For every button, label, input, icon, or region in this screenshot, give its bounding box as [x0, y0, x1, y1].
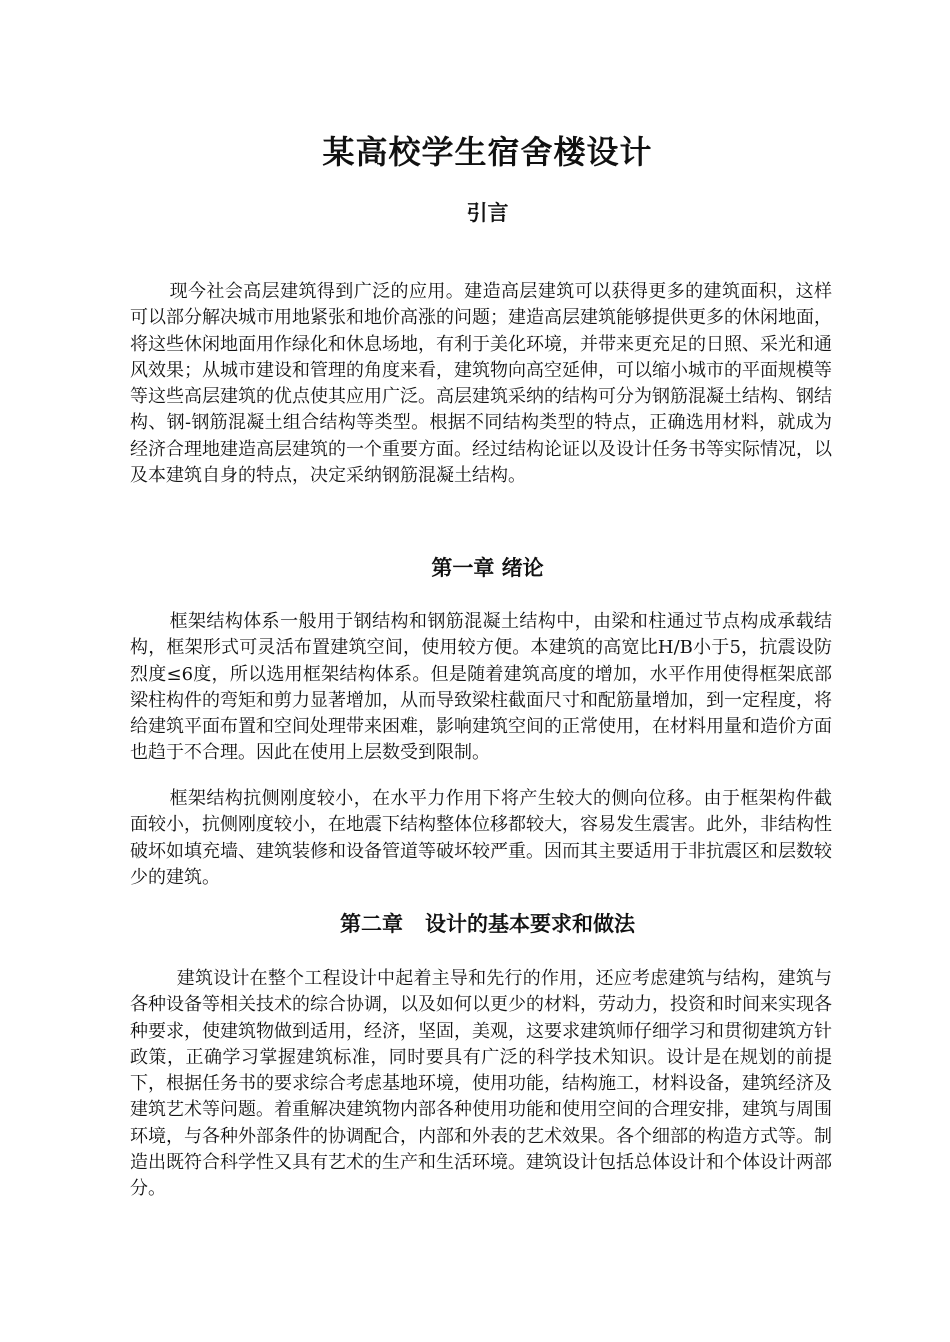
document-title: 某高校学生宿舍楼设计 — [322, 133, 653, 171]
chapter1-paragraph-1: 框架结构体系一般用于钢结构和钢筋混凝土结构中，由梁和柱通过节点构成承载结构，框架形式可灵活布置建筑空间，使用较方便。本建筑的高宽比H/B小于5，抗震设防烈度≤6度，所以选用框架结构体系。但是随着建筑高度的增加，水平作用使得框架底部梁柱构件的弯矩和剪力显著增加，从而导致梁柱截面尺寸和配筋量增加，到一定程度，将给建筑平面布置和空间处理带来困难，影响建筑空间的正常使用，在材料用量和造价方面也趋于不合理。因此在使用上层数受到限制。 — [130, 611, 832, 764]
intro-heading: 引言 — [466, 201, 509, 225]
intro-paragraph: 现今社会高层建筑得到广泛的应用。建造高层建筑可以获得更多的建筑面积，这样可以部分解决城市用地紧张和地价高涨的问题；建造高层建筑能够提供更多的休闲地面，将这些休闲地面用作绿化和休息场地，有利于美化环境，并带来更充足的日照、采光和通风效果；从城市建设和管理的角度来看，建筑物向高空延伸，可以缩小城市的平面规模等等这些高层建筑的优点使其应用广泛。高层建筑采纳的结构可分为钢筋混凝土结构、钢结构、钢-钢筋混凝土组合结构等类型。根据不同结构类型的特点，正确选用材料，就成为经济合理地建造高层建筑的一个重要方面。经过结构论证以及设计任务书等实际情况，以及本建筑自身的特点，决定采纳钢筋混凝土结构。 — [130, 281, 832, 487]
chapter1-paragraph-2: 框架结构抗侧刚度较小，在水平力作用下将产生较大的侧向位移。由于框架构件截面较小，抗侧刚度较小，在地震下结构整体位移都较大，容易发生震害。此外，非结构性破坏如填充墙、建筑装修和设备管道等破坏较严重。因而其主要适用于非抗震区和层数较少的建筑。 — [130, 788, 832, 888]
chapter1-heading: 第一章 绪论 — [431, 556, 544, 580]
chapter2-paragraph: 建筑设计在整个工程设计中起着主导和先行的作用，还应考虑建筑与结构，建筑与各种设备等相关技术的综合协调，以及如何以更少的材料，劳动力，投资和时间来实现各种要求，使建筑物做到适用，经济，坚固，美观，这要求建筑师仔细学习和贯彻建筑方针政策，正确学习掌握建筑标准，同时要具有广泛的科学技术知识。设计是在规划的前提下，根据任务书的要求综合考虑基地环境，使用功能，结构施工，材料设备，建筑经济及建筑艺术等问题。着重解决建筑物内部各种使用功能和使用空间的合理安排，建筑与周围环境，与各种外部条件的协调配合，内部和外表的艺术效果。各个细部的构造方式等。制造出既符合科学性又具有艺术的生产和生活环境。建筑设计包括总体设计和个体设计两部分。 — [130, 968, 832, 1200]
chapter2-heading: 第二章 设计的基本要求和做法 — [340, 912, 635, 936]
